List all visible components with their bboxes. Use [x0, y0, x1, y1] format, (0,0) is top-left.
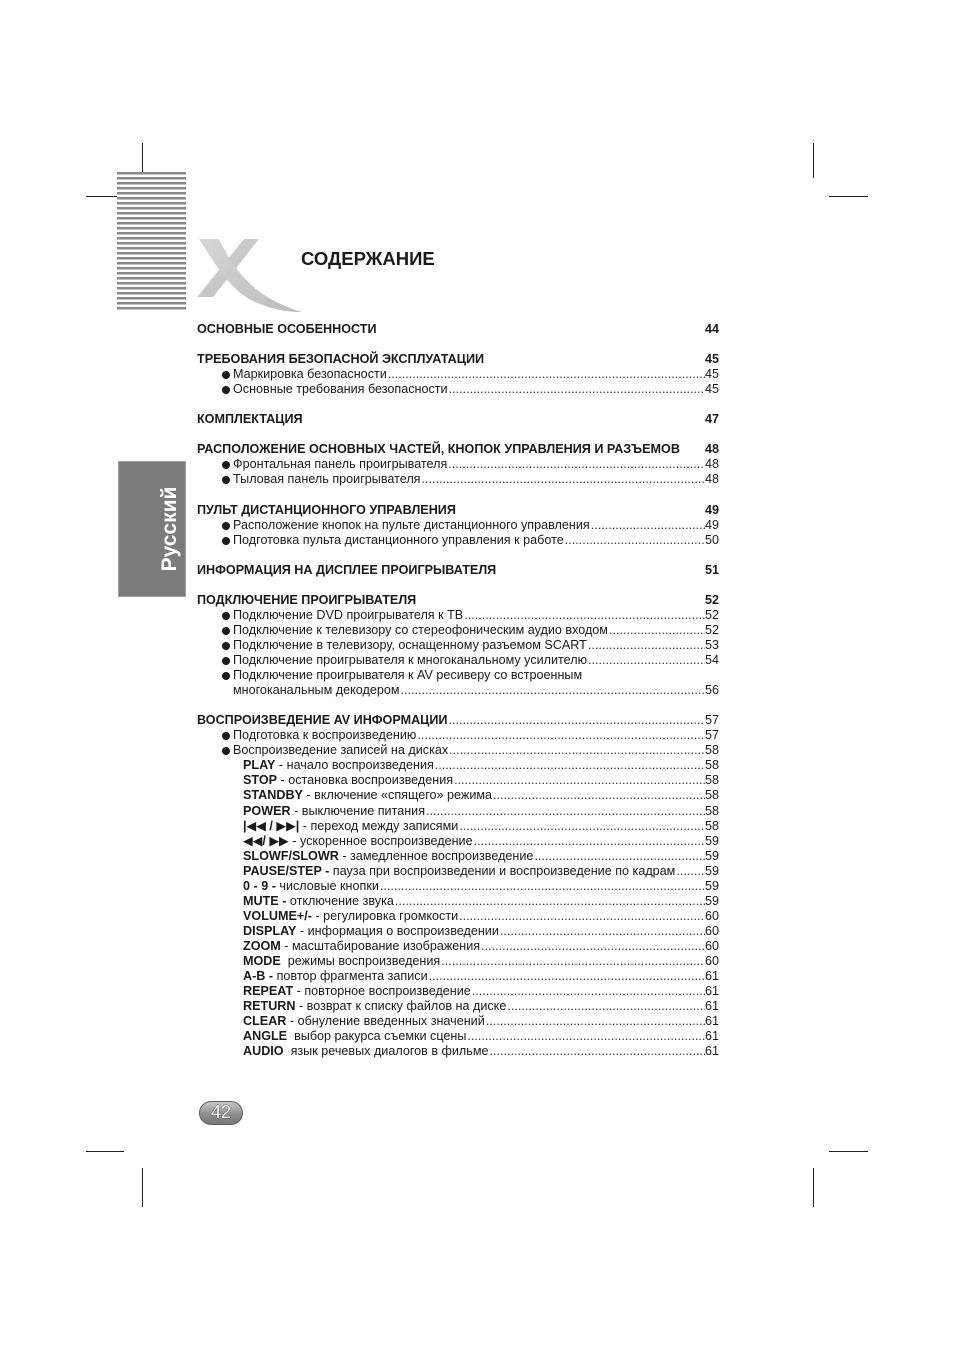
subentry-description: - замедленное воспроизведение — [338, 848, 534, 863]
page-number: 42 — [210, 1102, 232, 1122]
subentry-description: - масштабирование изображения — [280, 938, 481, 953]
dot-leader — [429, 969, 705, 984]
dot-leader — [448, 457, 705, 472]
spacer — [680, 442, 705, 457]
control-name: AUDIO — [243, 1044, 284, 1059]
dot-leader — [490, 1044, 705, 1059]
toc-entry — [197, 653, 719, 668]
bullet-icon — [222, 672, 230, 680]
entry-label-continued: многоканальным декодером — [233, 683, 400, 698]
page-number: 48 — [704, 457, 719, 472]
toc-subentry — [197, 1029, 719, 1044]
toc-subentry — [197, 969, 719, 984]
entry-label: Подключение проигрывателя к многоканальному усилителю — [233, 653, 588, 668]
page-number: 61 — [704, 1044, 719, 1059]
subentry-description: - выключение питания — [290, 803, 426, 818]
control-name: PAUSE/STEP - — [243, 863, 330, 878]
toc-heading — [197, 713, 719, 728]
dot-leader — [459, 909, 705, 924]
toc-subentry — [197, 1014, 719, 1029]
language-tab — [118, 461, 186, 597]
dot-leader — [454, 773, 705, 788]
page-number: 49 — [704, 502, 719, 517]
page-number: 61 — [704, 999, 719, 1014]
toc-subentry — [197, 1044, 719, 1059]
page-number: 57 — [704, 713, 719, 728]
heading-title: ВОСПРОИЗВЕДЕНИЕ AV ИНФОРМАЦИИ — [197, 713, 448, 728]
page-number: 45 — [704, 352, 719, 367]
page-number: 60 — [704, 908, 719, 923]
subentry-description: режимы воспроизведения — [280, 953, 441, 968]
bullet-icon — [222, 657, 230, 665]
toc-heading — [197, 442, 719, 457]
control-name: ZOOM — [243, 938, 281, 953]
bullet-icon — [222, 386, 230, 394]
toc-subentry — [197, 879, 719, 894]
control-name: A-B - — [243, 969, 274, 984]
toc-subentry — [197, 773, 719, 788]
subentry-description: повтор фрагмента записи — [273, 969, 428, 984]
crop-mark-bottom-left-vertical — [142, 1168, 143, 1207]
page-number: 54 — [704, 653, 719, 668]
dot-leader — [565, 533, 705, 548]
page-number: 61 — [704, 984, 719, 999]
page-number: 58 — [704, 788, 719, 803]
toc-section — [197, 488, 719, 548]
page-number: 61 — [704, 969, 719, 984]
entry-label: Расположение кнопок на пульте дистанционного управления — [233, 517, 590, 532]
dot-leader — [401, 683, 705, 698]
crop-mark-bottom-right-vertical — [813, 1168, 814, 1207]
control-name: VOLUME+/- — [243, 908, 312, 923]
entry-label: Подготовка к воспроизведению — [233, 728, 417, 743]
toc-subentry — [197, 909, 719, 924]
page-number: 56 — [704, 683, 719, 698]
dot-leader — [422, 472, 705, 487]
page-number: 52 — [704, 607, 719, 622]
dot-leader — [449, 382, 705, 397]
toc-heading — [197, 593, 719, 608]
page-number: 51 — [704, 562, 719, 577]
bullet-icon — [222, 612, 230, 620]
toc-section — [197, 427, 719, 487]
dot-leader — [486, 1014, 705, 1029]
dot-leader — [459, 819, 705, 834]
toc-subentry — [197, 758, 719, 773]
toc-subentry — [197, 939, 719, 954]
table-of-contents — [197, 322, 719, 1059]
toc-section — [197, 337, 719, 397]
dot-leader — [435, 758, 705, 773]
toc-entry — [197, 743, 719, 758]
control-name: ANGLE — [243, 1029, 288, 1044]
control-name: 0 - 9 - — [243, 878, 276, 893]
toc-entry — [197, 457, 719, 472]
dot-leader — [388, 367, 705, 382]
page-number: 58 — [704, 818, 719, 833]
toc-entry — [197, 382, 719, 397]
subentry-description: - остановка воспроизведения — [277, 773, 454, 788]
x-logo — [190, 232, 305, 317]
bullet-icon — [222, 747, 230, 755]
dot-leader — [472, 984, 705, 999]
page-number: 59 — [704, 833, 719, 848]
control-name: REPEAT — [243, 984, 294, 999]
toc-entry — [197, 638, 719, 653]
toc-heading — [197, 412, 719, 427]
toc-subentry — [197, 864, 719, 879]
bullet-icon — [222, 371, 230, 379]
entry-label: Фронтальная панель проигрывателя — [233, 457, 448, 472]
page-number: 48 — [704, 472, 719, 487]
toc-entry — [197, 367, 719, 382]
dot-leader — [676, 864, 705, 879]
page-number: 52 — [704, 622, 719, 637]
toc-section — [197, 322, 719, 337]
page-number: 45 — [704, 382, 719, 397]
dot-leader — [481, 939, 705, 954]
toc-section — [197, 578, 719, 698]
toc-section — [197, 548, 719, 578]
toc-subentry — [197, 834, 719, 849]
page-number: 47 — [704, 412, 719, 427]
bullet-icon — [222, 476, 230, 484]
toc-subentry — [197, 819, 719, 834]
subentry-description: - возврат к списку файлов на диске — [295, 999, 507, 1014]
subentry-description: отключение звука — [286, 893, 394, 908]
subentry-description: - переход между записями — [299, 818, 459, 833]
toc-section — [197, 698, 719, 1059]
entry-label: Подготовка пульта дистанционного управления к работе — [233, 532, 564, 547]
page-number: 60 — [704, 938, 719, 953]
bullet-icon — [222, 627, 230, 635]
toc-entry — [197, 668, 719, 683]
page-number: 58 — [704, 743, 719, 758]
bullet-icon — [222, 461, 230, 469]
spacer — [303, 412, 705, 427]
bullet-icon — [222, 522, 230, 530]
crop-mark-top-right-horizontal — [829, 196, 868, 197]
toc-subentry — [197, 999, 719, 1014]
subentry-description: - ускоренное воспроизведение — [288, 833, 473, 848]
toc-entry — [197, 728, 719, 743]
entry-label: Маркировка безопасности — [233, 367, 387, 382]
crop-mark-top-right-vertical — [813, 143, 814, 178]
dot-leader — [417, 728, 705, 743]
toc-subentry — [197, 804, 719, 819]
subentry-description: пауза при воспроизведении и воспроизведение по кадрам — [329, 863, 676, 878]
page-number: 61 — [704, 1029, 719, 1044]
dot-leader — [449, 743, 705, 758]
page-number: 49 — [704, 517, 719, 532]
subentry-description: - повторное воспроизведение — [293, 984, 471, 999]
toc-entry — [197, 518, 719, 533]
crop-mark-bottom-left-horizontal — [86, 1151, 124, 1152]
toc-section — [197, 397, 719, 427]
control-name: RETURN — [243, 999, 296, 1014]
entry-label: Подключение проигрывателя к AV ресиверу со встроенным — [233, 668, 583, 683]
toc-heading — [197, 352, 719, 367]
toc-subentry — [197, 984, 719, 999]
bullet-icon — [222, 732, 230, 740]
spacer — [496, 563, 705, 578]
subentry-description: язык речевых диалогов в фильме — [283, 1044, 489, 1059]
toc-subentry — [197, 894, 719, 909]
toc-entry — [197, 608, 719, 623]
control-name: CLEAR — [243, 1014, 287, 1029]
dot-leader — [534, 849, 705, 864]
subentry-description: - начало воспроизведения — [275, 758, 434, 773]
heading-title: ОСНОВНЫЕ ОСОБЕННОСТИ — [197, 322, 377, 336]
control-name: POWER — [243, 803, 291, 818]
toc-entry — [197, 533, 719, 548]
spacer — [456, 503, 705, 518]
toc-entry — [197, 623, 719, 638]
heading-title: ТРЕБОВАНИЯ БЕЗОПАСНОЙ ЭКСПЛУАТАЦИИ — [197, 352, 485, 367]
dot-leader — [441, 954, 705, 969]
spacer — [377, 322, 705, 337]
dot-leader — [588, 638, 705, 653]
entry-label: Основные требования безопасности — [233, 382, 448, 397]
toc-heading — [197, 563, 719, 578]
entry-label: Подключение DVD проигрывателя к ТВ — [233, 607, 464, 622]
bullet-icon — [222, 537, 230, 545]
control-name: |◀◀ / ▶▶| — [243, 818, 300, 833]
control-name: MODE — [243, 953, 281, 968]
toc-subentry — [197, 924, 719, 939]
page-number: 50 — [704, 532, 719, 547]
control-name: STANDBY — [243, 788, 303, 803]
toc-entry — [197, 472, 719, 487]
page-number: 45 — [704, 367, 719, 382]
page-number: 60 — [704, 923, 719, 938]
page-number: 48 — [704, 442, 719, 457]
dot-leader — [395, 894, 705, 909]
heading-title: ИНФОРМАЦИЯ НА ДИСПЛЕЕ ПРОИГРЫВАТЕЛЯ — [197, 562, 497, 577]
dot-leader — [448, 713, 705, 728]
page-number: 58 — [704, 773, 719, 788]
dot-leader — [464, 608, 705, 623]
subentry-description: выбор ракурса съемки сцены — [287, 1029, 467, 1044]
heading-title: ПУЛЬТ ДИСТАНЦИОННОГО УПРАВЛЕНИЯ — [197, 502, 456, 517]
bullet-icon — [222, 642, 230, 650]
dot-leader — [507, 999, 705, 1014]
toc-heading — [197, 503, 719, 518]
toc-subentry — [197, 849, 719, 864]
page-number: 44 — [704, 322, 719, 336]
page-number: 61 — [704, 1014, 719, 1029]
control-name: DISPLAY — [243, 923, 297, 938]
subentry-description: числовые кнопки — [275, 878, 379, 893]
dot-leader — [493, 788, 705, 803]
subentry-description: - информация о воспроизведении — [296, 923, 499, 938]
heading-title: РАСПОЛОЖЕНИЕ ОСНОВНЫХ ЧАСТЕЙ, КНОПОК УПРАВЛЕНИЯ И РАЗЪЕМОВ — [197, 442, 680, 457]
control-name: MUTE - — [243, 893, 287, 908]
dot-leader — [609, 623, 705, 638]
page-number: 58 — [704, 758, 719, 773]
heading-title: КОМПЛЕКТАЦИЯ — [197, 412, 303, 427]
entry-label: Тыловая панель проигрывателя — [233, 472, 421, 487]
page-number-badge — [199, 1101, 243, 1125]
entry-label: Подключение к телевизору со стереофоническим аудио входом — [233, 622, 608, 637]
page-number: 59 — [704, 878, 719, 893]
subentry-description: - включение «спящего» режима — [302, 788, 493, 803]
page-number: 59 — [704, 893, 719, 908]
dot-leader — [588, 653, 705, 668]
entry-label: Воспроизведение записей на дисках — [233, 743, 449, 758]
toc-subentry — [197, 788, 719, 803]
decorative-stripes — [117, 172, 186, 312]
dot-leader — [591, 518, 705, 533]
control-name: ◀◀/ ▶▶ — [243, 833, 289, 848]
dot-leader — [467, 1029, 705, 1044]
language-tab-label: Русский — [158, 486, 181, 572]
entry-label: Подключение в телевизору, оснащенному разъемом SCART — [233, 637, 587, 652]
spacer — [484, 352, 705, 367]
page-number: 60 — [704, 953, 719, 968]
dot-leader — [426, 804, 705, 819]
subentry-description: - обнуление введенных значений — [286, 1014, 485, 1029]
dot-leader — [500, 924, 705, 939]
toc-heading — [197, 322, 719, 337]
page-number: 59 — [704, 863, 719, 878]
control-name: STOP — [243, 773, 278, 788]
crop-mark-bottom-right-horizontal — [829, 1151, 868, 1152]
subentry-description: - регулировка громкости — [311, 908, 459, 923]
dot-leader — [474, 834, 705, 849]
page-number: 58 — [704, 803, 719, 818]
page-number: 53 — [704, 637, 719, 652]
dot-leader — [380, 879, 705, 894]
control-name: PLAY — [243, 758, 276, 773]
page-number: 52 — [704, 592, 719, 607]
spacer — [416, 593, 705, 608]
page-number: 59 — [704, 848, 719, 863]
toc-subentry — [197, 954, 719, 969]
toc-entry-continuation — [197, 683, 719, 698]
heading-title: ПОДКЛЮЧЕНИЕ ПРОИГРЫВАТЕЛЯ — [197, 592, 417, 607]
control-name: SLOWF/SLOWR — [243, 848, 339, 863]
page-title: СОДЕРЖАНИЕ — [301, 248, 435, 269]
page-number: 57 — [704, 728, 719, 743]
